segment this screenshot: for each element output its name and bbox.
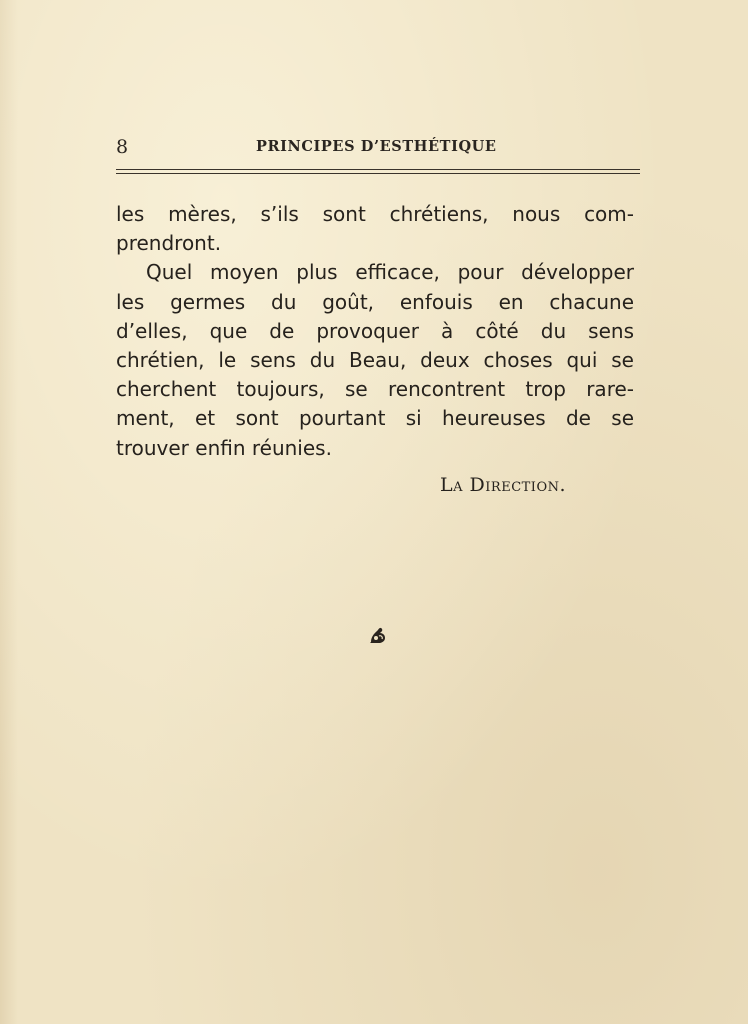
text-line: chrétien, le sens du Beau, deux choses qui se bbox=[116, 347, 634, 372]
text-line: les mères, s’ils sont chrétiens, nous com- bbox=[116, 202, 634, 226]
text-line: prendront. bbox=[116, 231, 222, 256]
header-rule-top bbox=[116, 169, 640, 170]
running-title: PRINCIPES D’ESTHÉTIQUE bbox=[256, 138, 497, 155]
header-rule-bottom bbox=[116, 173, 640, 174]
text-line: ment, et sont pourtant si heureuses de se bbox=[116, 406, 634, 431]
text-line: Quel moyen plus efficace, pour développer bbox=[146, 260, 634, 285]
text-line: les germes du goût, enfouis en chacune bbox=[116, 289, 634, 314]
body-paragraphs bbox=[116, 200, 634, 463]
running-head bbox=[116, 136, 640, 158]
fleuron-ornament-icon bbox=[366, 624, 390, 648]
signature: La Direction. bbox=[440, 474, 567, 496]
text-line: trouver enfin réunies. bbox=[116, 435, 332, 460]
text-line: cherchent toujours, se rencontrent trop rare- bbox=[116, 377, 634, 402]
page-number: 8 bbox=[116, 136, 129, 158]
text-line: d’elles, que de provoquer à côté du sens bbox=[116, 318, 634, 343]
